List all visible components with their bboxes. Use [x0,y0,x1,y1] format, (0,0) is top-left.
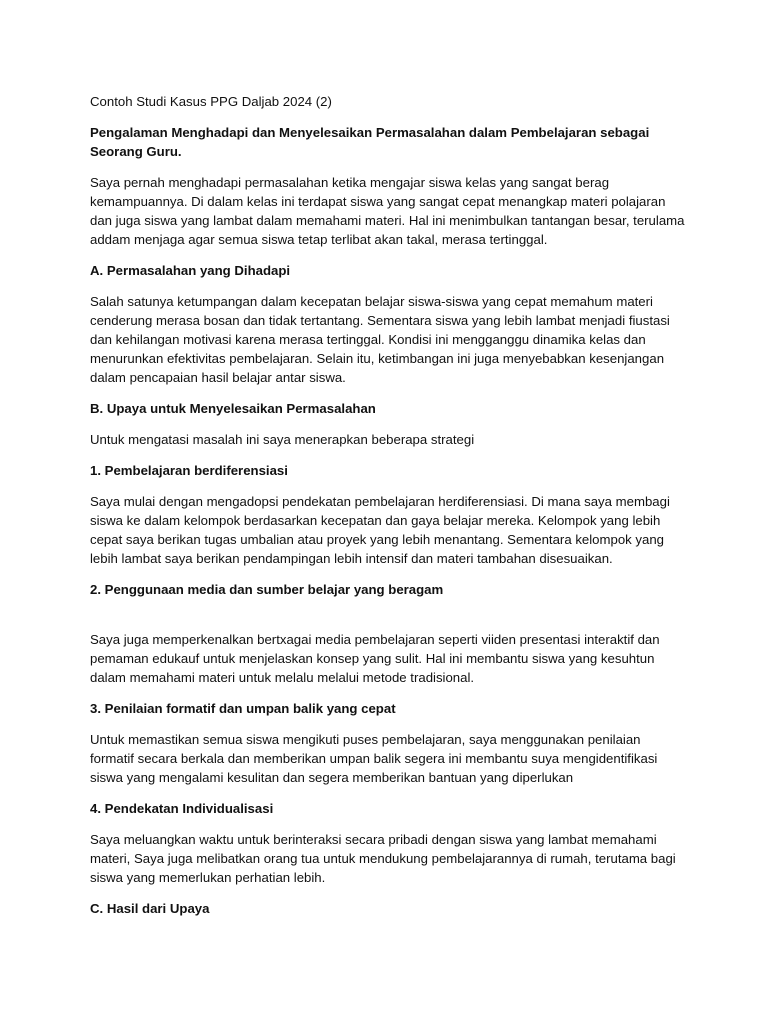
strategy-4-paragraph: Saya meluangkan waktu untuk berinteraksi secara pribadi dengan siswa yang lambat memahami materi, Saya juga melibatkan orang tua untuk mendukung pembelajarannya di rumah, terutama bagi siswa yang memerlukan perhatian lebih. [90,832,676,885]
section-b-heading: B. Upaya untuk Menyelesaikan Permasalahan [90,401,376,416]
section-c-heading: C. Hasil dari Upaya [90,901,210,916]
strategy-1-paragraph: Saya mulai dengan mengadopsi pendekatan pembelajaran herdiferensiasi. Di mana saya membagi siswa ke dalam kelompok berdasarkan kecepatan dan gaya belajar mereka. Kelompok yang lebih cepat saya berikan tugas umbalian atau proyek yang lebih menantang. Sementara kelompok yang lebih lambat saya berikan pendampingan lebih intensif dan materi tambahan disesuaikan. [90,494,670,566]
section-a-heading: A. Permasalahan yang Dihadapi [90,263,291,278]
strategy-2-heading: 2. Penggunaan media dan sumber belajar yang beragam [90,582,444,597]
strategy-3-paragraph: Untuk memastikan semua siswa mengikuti puses pembelajaran, saya menggunakan penilaian formatif secara berkala dan memberikan umpan balik segera ini membantu suya mengidentifikasi siswa yang mengalami kesulitan dan segera memberikan bantuan yang diperlukan [90,732,658,785]
section-a-paragraph: Salah satunya ketumpangan dalam kecepatan belajar siswa-siswa yang cepat memahum materi cenderung merasa bosan dan tidak tertantang. Sementara siswa yang lebih lambat menjadi fiustasi dan kehilangan motivasi karena merasa tertinggal. Kondisi ini mengganggu dinamika kelas dan menurunkan efektivitas pembelajaran. Selain itu, ketimbangan ini juga menyebabkan kesenjangan dalam pencapaian hasil belajar antar siswa. [90,294,670,385]
intro-paragraph: Saya pernah menghadapi permasalahan ketika mengajar siswa kelas yang sangat berag kemampuannya. Di dalam kelas ini terdapat siswa yang sangat cepat menangkap materi polajaran dan juga siswa yang lambat dalam memahami materi. Hal ini menimbulkan tantangan besar, terulama addam menjaga agar semua siswa tetap terlibat akan takal, merasa tertinggal. [90,175,685,247]
document-title: Contoh Studi Kasus PPG Daljab 2024 (2) [90,94,332,109]
strategy-4-heading: 4. Pendekatan Individualisasi [90,801,274,816]
document-subtitle: Pengalaman Menghadapi dan Menyelesaikan Permasalahan dalam Pembelajaran sebagai Seorang Guru. [90,125,650,159]
strategy-2-paragraph: Saya juga memperkenalkan bertxagai media pembelajaran seperti viiden presentasi interaktif dan pemaman edukauf untuk menjelaskan konsep yang sulit. Hal ini membantu siswa yang kesuhtun dalam memahami materi untuk melalu melalui metode tradisional. [90,632,660,685]
section-b-intro: Untuk mengatasi masalah ini saya menerapkan beberapa strategi [90,432,475,447]
strategy-1-heading: 1. Pembelajaran berdiferensiasi [90,463,288,478]
document-page [90,92,685,930]
blank-line [90,611,685,630]
strategy-3-heading: 3. Penilaian formatif dan umpan balik yang cepat [90,701,396,716]
